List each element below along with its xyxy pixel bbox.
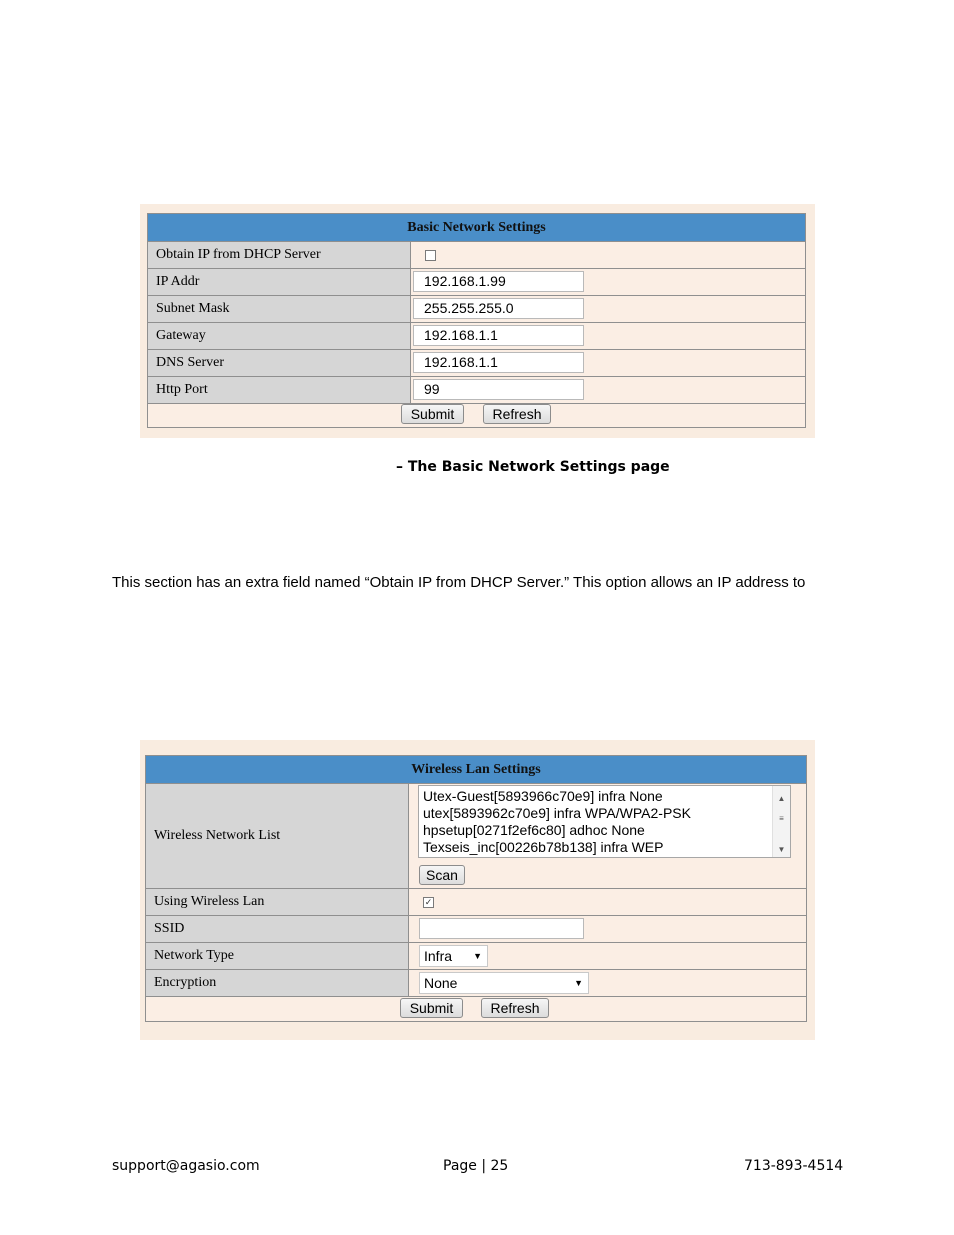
network-list-item[interactable]: Texseis_inc[00226b78b138] infra WEP <box>423 839 664 855</box>
using-wireless-row <box>146 889 806 916</box>
footer-page-number: Page | 25 <box>443 1158 509 1174</box>
network-list-row <box>146 784 806 889</box>
encryption-value: None <box>424 975 458 991</box>
network-type-select[interactable] <box>419 945 488 967</box>
network-list-label: Wireless Network List <box>146 784 409 888</box>
network-type-row <box>146 943 806 970</box>
network-list-scrollbar[interactable] <box>772 786 790 857</box>
port-row <box>148 377 805 404</box>
port-input[interactable]: 99 <box>413 379 584 400</box>
scroll-down-icon[interactable]: ▼ <box>777 845 786 854</box>
basic-settings-title: Basic Network Settings <box>148 214 805 242</box>
port-label: Http Port <box>148 377 411 403</box>
network-list-item[interactable]: utex[5893962c70e9] infra WPA/WPA2-PSK <box>423 805 691 821</box>
footer-phone: 713-893-4514 <box>744 1158 844 1174</box>
network-list-item[interactable]: hpsetup[0271f2ef6c80] adhoc None <box>423 822 645 838</box>
body-paragraph: This section has an extra field named “Obtain IP from DHCP Server.” This option allows an IP address to <box>112 574 806 591</box>
using-wireless-label: Using Wireless Lan <box>146 889 409 915</box>
scan-button[interactable]: Scan <box>419 865 465 885</box>
gateway-label: Gateway <box>148 323 411 349</box>
ip-row <box>148 269 805 296</box>
network-type-label: Network Type <box>146 943 409 969</box>
basic-submit-button[interactable]: Submit <box>401 404 464 424</box>
wireless-settings-title: Wireless Lan Settings <box>146 756 806 784</box>
basic-settings-caption: – The Basic Network Settings page <box>396 459 670 475</box>
dropdown-arrow-icon: ▼ <box>574 978 583 988</box>
wireless-submit-button[interactable]: Submit <box>400 998 463 1018</box>
ssid-label: SSID <box>146 916 409 942</box>
basic-settings-panel <box>140 204 815 438</box>
mask-label: Subnet Mask <box>148 296 411 322</box>
dns-label: DNS Server <box>148 350 411 376</box>
ip-input[interactable]: 192.168.1.99 <box>413 271 584 292</box>
encryption-label: Encryption <box>146 970 409 996</box>
encryption-row <box>146 970 806 997</box>
footer-email: support@agasio.com <box>112 1158 260 1174</box>
using-wireless-checkbox[interactable]: ✓ <box>424 897 433 907</box>
network-listbox[interactable] <box>418 785 791 858</box>
mask-input[interactable]: 255.255.255.0 <box>413 298 584 319</box>
gateway-input[interactable]: 192.168.1.1 <box>413 325 584 346</box>
gateway-row <box>148 323 805 350</box>
encryption-select[interactable] <box>419 972 589 994</box>
network-list-item[interactable]: Utex-Guest[5893966c70e9] infra None <box>423 788 663 804</box>
dhcp-checkbox[interactable] <box>425 250 436 261</box>
ssid-input[interactable] <box>419 918 584 939</box>
network-type-value: Infra <box>424 948 453 964</box>
basic-refresh-button[interactable]: Refresh <box>483 404 551 424</box>
ssid-row <box>146 916 806 943</box>
wireless-settings-panel <box>140 740 815 1040</box>
wireless-settings-table <box>145 755 807 1022</box>
basic-settings-table <box>147 213 806 428</box>
dhcp-label: Obtain IP from DHCP Server <box>148 242 411 268</box>
wireless-refresh-button[interactable]: Refresh <box>481 998 549 1018</box>
dhcp-row <box>148 242 805 269</box>
dns-input[interactable]: 192.168.1.1 <box>413 352 584 373</box>
dropdown-arrow-icon: ▼ <box>473 951 482 961</box>
dns-row <box>148 350 805 377</box>
mask-row <box>148 296 805 323</box>
ip-label: IP Addr <box>148 269 411 295</box>
scroll-up-icon[interactable]: ▲ <box>777 794 786 803</box>
scroll-thumb-icon[interactable]: ≡ <box>779 814 784 823</box>
